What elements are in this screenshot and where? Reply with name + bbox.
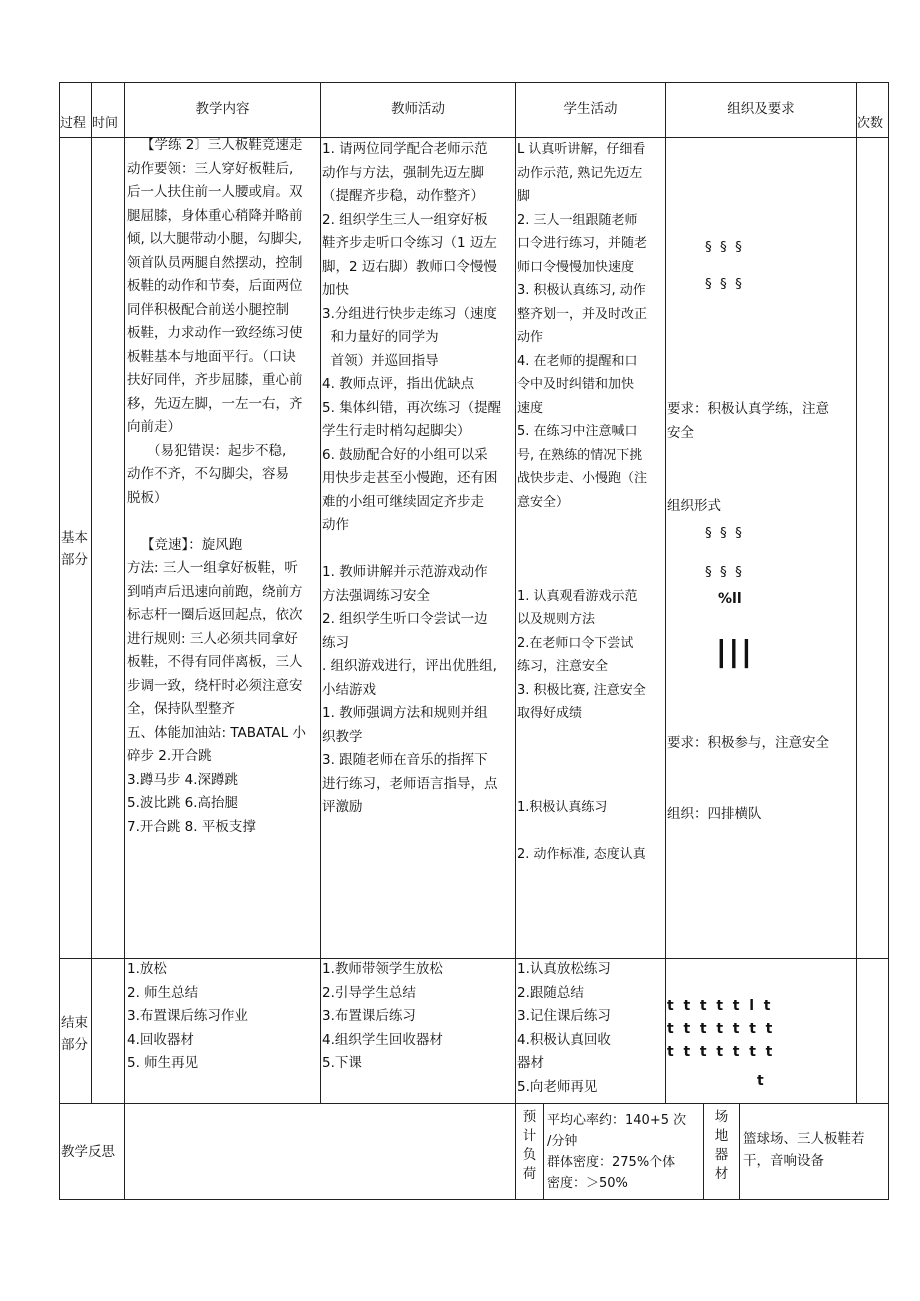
content-line: 标志杆一圈后返回起点，依次	[127, 607, 303, 623]
teacher-line: 3.分组进行快步走练习（速度	[322, 305, 497, 322]
content-line: 向前走）	[127, 419, 181, 435]
student-line: 整齐划一，并及时改正	[517, 306, 648, 322]
student-line: 2.在老师口令下尝试	[517, 635, 634, 651]
content-line: （易犯错误：起步不稳,	[147, 442, 287, 459]
content-line: 脱板）	[127, 489, 168, 506]
content-line: 板鞋，力求动作一致经练习使	[127, 325, 303, 341]
student-line: 1.积极认真练习	[517, 800, 608, 815]
student-line: 练习，注意安全	[517, 659, 609, 674]
teacher-line: 进行练习，老师语言指导，点	[322, 775, 498, 792]
header-student: 学生活动	[563, 101, 618, 117]
reflection-area	[125, 1104, 515, 1199]
content-line: 五、体能加油站: TABATAL 小	[127, 724, 306, 741]
table-border-right	[888, 82, 889, 1200]
student-line: 1. 认真观看游戏示范	[517, 588, 638, 604]
student-line	[517, 538, 666, 562]
student-line: L 认真听讲解，仔细看	[517, 142, 646, 157]
ending-content-line: 4.回收器材	[127, 1031, 194, 1048]
ending-content-line: 5. 师生再见	[127, 1055, 199, 1071]
teacher-line: 练习	[322, 634, 349, 651]
ending-teacher-line: 4.组织学生回收器材	[322, 1031, 443, 1048]
basic-label	[61, 527, 91, 571]
org-requirement-1	[667, 398, 857, 445]
content-line: 同伴积极配合前送小腿控制	[127, 301, 289, 318]
load-label-char: 计	[522, 1128, 537, 1144]
load-text-line: 群体密度：275%个体	[547, 1155, 676, 1170]
col-line-count	[856, 82, 857, 959]
col-line-time	[91, 82, 92, 1104]
teacher-line: 1. 教师强调方法和规则并组	[322, 705, 488, 721]
org-form-title: 组织形式	[667, 498, 721, 514]
content-line: 动作不齐，不勾脚尖，容易	[127, 466, 289, 482]
content-line: 板鞋的动作和节奏，后面两位	[127, 278, 303, 294]
content-line: 3.蹲马步 4.深蹲跳	[127, 771, 239, 788]
venue-label-char: 地	[714, 1128, 729, 1144]
student-line	[517, 726, 666, 750]
student-line: 4. 在老师的提醒和口	[517, 353, 638, 369]
student-line	[517, 773, 666, 797]
content-line: 板鞋基本与地面平行。（口诀	[127, 348, 296, 365]
teacher-line: 鞋齐步走听口令练习（1 迈左	[322, 235, 497, 251]
student-line: 取得好成绩	[517, 706, 583, 721]
ending-student-line: 3.记住课后练习	[517, 1008, 611, 1024]
student-line	[517, 749, 666, 773]
venue-label-char: 器	[714, 1147, 729, 1163]
content-line: 全，保持队型整齐	[127, 701, 235, 717]
student-line: 口令进行练习，并随老	[517, 236, 648, 251]
load-text-line: 密度：＞50%	[547, 1176, 628, 1191]
teacher-line: 2. 组织学生听口令尝试一边	[322, 611, 488, 627]
content-line: 进行规则: 三人必须共同拿好	[127, 630, 298, 647]
header-content: 教学内容	[195, 101, 250, 117]
header-organization: 组织及要求	[727, 101, 795, 117]
student-line: 战快步走、小慢跑（注	[517, 471, 648, 486]
teacher-line: 评激励	[322, 799, 363, 815]
ending-teacher-line: 5.下课	[322, 1055, 362, 1071]
ending-teacher	[322, 958, 516, 1076]
ending-student-line: 5.向老师再见	[517, 1078, 598, 1095]
teacher-line: 动作与方法，强制先迈左脚	[322, 164, 484, 181]
org-formation-symbols-4: § § §	[705, 564, 744, 580]
formation-row: t t t t t t t	[667, 1044, 773, 1060]
content-line: 方法: 三人一组拿好板鞋，听	[127, 560, 298, 576]
load-label-divider	[543, 1103, 544, 1200]
content-line: 领首队员两腿自然摆动，控制	[127, 254, 303, 271]
load-text-line: 平均心率约：140+5 次	[547, 1113, 687, 1128]
student-line: 速度	[517, 400, 544, 416]
formation-row: t	[757, 1073, 764, 1089]
student-line: 意安全）	[517, 494, 570, 510]
load-label-char: 荷	[522, 1166, 537, 1182]
ending-content-line: 1.放松	[127, 961, 167, 977]
student-line: 3. 积极比赛, 注意安全	[517, 682, 646, 698]
org-requirement-1-line: 要求：积极认真学练，注意	[667, 401, 829, 417]
ending-student-line: 1.认真放松练习	[517, 961, 611, 977]
student-line	[517, 561, 666, 585]
teacher-line: . 组织游戏进行，评出优胜组,	[322, 658, 497, 674]
org-formation-symbols-1: § § §	[705, 239, 744, 255]
content-line: 步调一致，绕杆时必须注意安	[127, 677, 303, 694]
teacher-line: 4. 教师点评，指出优缺点	[322, 376, 475, 392]
org-requirement-1-line: 安全	[667, 424, 694, 441]
header-time: 时间	[92, 116, 119, 131]
org-formation-symbols-2: § § §	[705, 276, 744, 292]
student-line: 动作	[517, 330, 544, 345]
table-border-left	[59, 82, 60, 1200]
ending-teacher-line: 3.布置课后练习	[322, 1008, 416, 1024]
teacher-line: 和力量好的同学为	[322, 329, 439, 345]
content-line: 碎步 2.开合跳	[127, 748, 212, 764]
ending-label-line1: 结束	[61, 1015, 88, 1031]
ending-student	[517, 958, 666, 1099]
student-line	[517, 514, 666, 538]
teacher-line: 织教学	[322, 728, 363, 745]
org-requirement-3: 组织：四排横队	[667, 806, 762, 822]
ending-teacher-line: 2.引导学生总结	[322, 984, 416, 1001]
org-requirement-2: 要求：积极参与，注意安全	[667, 735, 829, 751]
content-line: 【竞速】：旋风跑	[141, 536, 243, 553]
header-count: 次数	[857, 116, 884, 131]
ending-content	[127, 958, 321, 1076]
table-border-bottom	[59, 1199, 889, 1200]
ending-org-formation	[667, 995, 857, 1093]
load-label	[516, 1108, 543, 1184]
formation-row: t t t t t t t	[667, 1021, 773, 1037]
teacher-line: 动作	[322, 517, 349, 533]
load-text	[547, 1110, 705, 1194]
content-line: 倾, 以大腿带动小腿，勾脚尖,	[127, 231, 302, 247]
teacher-line: 方法强调练习安全	[322, 587, 430, 604]
venue-label-char: 材	[714, 1166, 729, 1182]
content-line: 后一人扶住前一人腰或肩。双	[127, 184, 303, 200]
teacher-line: 5. 集体纠错，再次练习（提醒	[322, 399, 502, 416]
teacher-line: 6. 鼓励配合好的小组可以采	[322, 446, 488, 463]
teacher-line	[322, 538, 516, 562]
basic-label-line2: 部分	[61, 552, 88, 568]
ending-student-line: 4.积极认真回收	[517, 1031, 611, 1048]
teacher-line: 小结游戏	[322, 681, 376, 698]
venue-label-char: 场	[714, 1109, 729, 1125]
header-process: 过程	[60, 116, 87, 131]
teacher-line: 3. 跟随老师在音乐的指挥下	[322, 752, 488, 768]
teacher-line: （提醒齐步稳，动作整齐）	[322, 188, 484, 204]
student-line: 脚	[517, 189, 531, 204]
student-line: 动作示范, 熟记先迈左	[517, 165, 643, 181]
ending-content-line: 2. 师生总结	[127, 984, 199, 1001]
teacher-line: 1. 请两位同学配合老师示范	[322, 141, 488, 157]
reflection-label: 教学反思	[61, 1144, 115, 1160]
venue-label	[704, 1108, 739, 1184]
teacher-line: 1. 教师讲解并示范游戏动作	[322, 564, 488, 580]
basic-teacher	[322, 138, 516, 820]
content-line: 动作要领：三人穿好板鞋后,	[127, 160, 294, 177]
formation-row: t t t t t l t	[667, 998, 771, 1014]
student-line: 3. 积极认真练习, 动作	[517, 283, 646, 298]
teacher-line: 2. 组织学生三人一组穿好板	[322, 211, 488, 228]
load-text-line: /分钟	[547, 1134, 578, 1149]
org-formation-symbols-3: § § §	[705, 525, 744, 541]
teacher-line: 学生行走时梢勾起脚尖）	[322, 423, 471, 439]
teacher-line: 加快	[322, 282, 349, 298]
table-border-top	[59, 82, 889, 83]
venue-label-divider	[739, 1103, 740, 1200]
ending-label	[61, 1012, 91, 1056]
content-line: 【学练 2〕三人板鞋竞速走	[141, 137, 303, 153]
ending-content-line: 3.布置课后练习作业	[127, 1008, 248, 1024]
content-line: 板鞋，不得有同伴离板，三人	[127, 654, 303, 670]
teacher-line: 脚，2 迈右脚）教师口令慢慢	[322, 258, 497, 275]
student-line: 2. 动作标准, 态度认真	[517, 847, 646, 862]
content-line: 移，先迈左脚，一左一右，齐	[127, 395, 303, 412]
teacher-line: 用快步走甚至小慢跑，还有困	[322, 470, 498, 486]
venue-text-line: 干，音响设备	[743, 1153, 824, 1169]
header-teacher: 教师活动	[391, 101, 445, 117]
content-line: 腿屈膝，身体重心稍降并略前	[127, 207, 303, 224]
basic-label-line1: 基本	[61, 530, 88, 546]
ending-student-line: 2.跟随总结	[517, 984, 584, 1001]
venue-text	[743, 1128, 888, 1172]
venue-text-line: 篮球场、三人板鞋若	[743, 1131, 865, 1147]
student-line: 2. 三人一组跟随老师	[517, 212, 638, 228]
student-line: 5. 在练习中注意喊口	[517, 424, 638, 439]
student-line: 以及规则方法	[517, 612, 596, 627]
basic-content	[127, 134, 321, 839]
student-line: 师口令慢慢加快速度	[517, 259, 635, 275]
load-label-char: 预	[522, 1109, 537, 1125]
content-line: 7.开合跳 8. 平板支撑	[127, 818, 256, 835]
student-line	[517, 820, 666, 844]
ending-teacher-line: 1.教师带领学生放松	[322, 961, 443, 977]
teacher-line: 首领）并巡回指导	[322, 352, 439, 369]
load-label-char: 负	[522, 1147, 537, 1163]
content-line	[127, 510, 321, 534]
student-line: 号, 在熟练的情况下挑	[517, 447, 643, 463]
content-line: 到哨声后迅速向前跑，绕前方	[127, 583, 303, 600]
ending-label-line2: 部分	[61, 1037, 88, 1053]
student-line: 令中及时纠错和加快	[517, 377, 635, 392]
basic-student	[517, 138, 666, 867]
content-line: 扶好同伴，齐步屈膝，重心前	[127, 372, 303, 388]
teacher-line: 难的小组可继续固定齐步走	[322, 493, 484, 510]
content-line: 5.波比跳 6.高抬腿	[127, 795, 239, 811]
col-line-content	[124, 82, 125, 1200]
org-bars: lll	[716, 633, 754, 677]
org-mark: %ll	[718, 591, 742, 607]
ending-student-line: 器材	[517, 1055, 544, 1071]
